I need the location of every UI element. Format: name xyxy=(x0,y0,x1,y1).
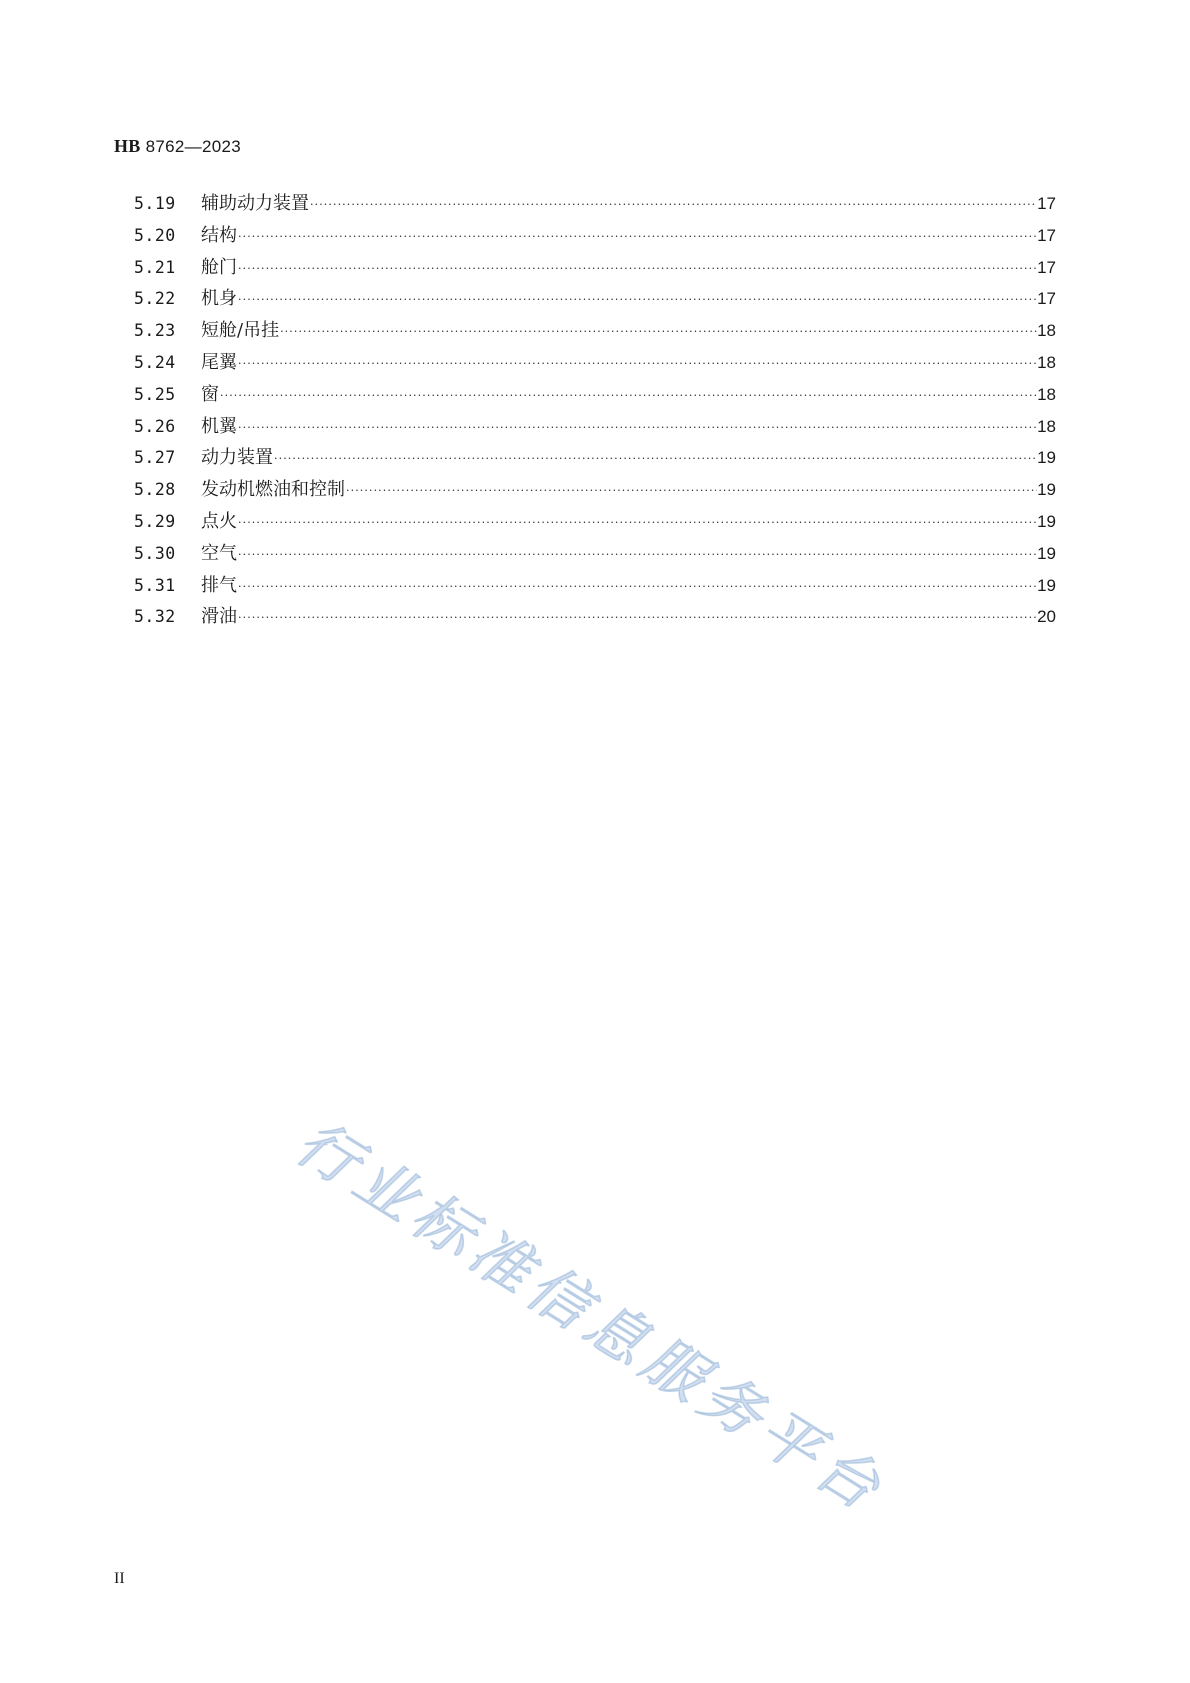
toc-entry-page: 19 xyxy=(1037,480,1056,500)
toc-entry-number: 5.28 xyxy=(134,480,176,500)
toc-dot-leader xyxy=(237,221,1037,253)
toc-dot-leader xyxy=(237,348,1037,380)
toc-dot-leader xyxy=(237,571,1037,603)
toc-entry-page: 18 xyxy=(1037,321,1056,341)
toc-entry[interactable] xyxy=(134,347,1056,379)
toc-entry[interactable] xyxy=(134,315,1056,347)
toc-entry-number: 5.29 xyxy=(134,511,176,531)
toc-entry-page: 18 xyxy=(1037,416,1056,436)
toc-entry-title: 辅助动力装置 xyxy=(201,193,309,214)
toc-dot-leader xyxy=(237,412,1037,444)
toc-entry-number: 5.30 xyxy=(134,543,176,563)
toc-entry-page: 19 xyxy=(1037,543,1056,563)
toc-entry-number: 5.19 xyxy=(134,194,176,213)
toc-dot-leader xyxy=(219,380,1037,412)
toc-entry-title: 尾翼 xyxy=(201,351,237,373)
toc-entry-page: 17 xyxy=(1037,289,1056,309)
toc-entry-number: 5.25 xyxy=(134,384,176,404)
toc-entry-page: 17 xyxy=(1037,194,1056,213)
toc-dot-leader xyxy=(309,189,1037,221)
toc-entry-page: 19 xyxy=(1037,575,1056,595)
toc-entry-title: 点火 xyxy=(201,510,237,532)
toc-entry-title: 窗 xyxy=(201,383,219,405)
toc-dot-leader xyxy=(237,284,1037,316)
toc-entry-title: 舱门 xyxy=(201,256,237,278)
toc-entry-number: 5.32 xyxy=(134,607,176,627)
toc-entry[interactable] xyxy=(134,538,1056,570)
toc-entry-page: 18 xyxy=(1037,384,1056,404)
toc-entry[interactable] xyxy=(134,506,1056,538)
toc-entry[interactable] xyxy=(134,188,1056,220)
toc-dot-leader xyxy=(279,316,1037,348)
toc-dot-leader xyxy=(237,602,1037,634)
toc-entry-number: 5.23 xyxy=(134,321,176,341)
toc-entry-number: 5.26 xyxy=(134,416,176,436)
toc-entry-number: 5.24 xyxy=(134,352,176,372)
table-of-contents xyxy=(134,188,1056,633)
toc-entry[interactable] xyxy=(134,442,1056,474)
toc-entry-number: 5.27 xyxy=(134,448,176,468)
toc-entry-number: 5.31 xyxy=(134,575,176,595)
toc-entry-page: 17 xyxy=(1037,225,1056,245)
toc-entry[interactable] xyxy=(134,601,1056,633)
toc-entry-page: 19 xyxy=(1037,511,1056,531)
toc-entry-number: 5.21 xyxy=(134,257,176,277)
toc-entry-title: 空气 xyxy=(201,542,237,564)
toc-entry[interactable] xyxy=(134,474,1056,506)
toc-entry-page: 18 xyxy=(1037,352,1056,372)
toc-entry-title: 排气 xyxy=(201,574,237,596)
toc-entry-page: 20 xyxy=(1037,607,1056,627)
document-header xyxy=(114,136,241,157)
toc-entry-title: 发动机燃油和控制 xyxy=(201,479,345,501)
standard-prefix: HB xyxy=(114,136,141,156)
toc-entry-page: 17 xyxy=(1037,257,1056,277)
toc-entry-number: 5.20 xyxy=(134,225,176,245)
toc-dot-leader xyxy=(273,443,1037,475)
toc-dot-leader xyxy=(237,507,1037,539)
toc-dot-leader xyxy=(345,475,1037,507)
toc-entry-title: 动力装置 xyxy=(201,447,273,469)
toc-entry[interactable] xyxy=(134,379,1056,411)
page-number: II xyxy=(114,1570,125,1587)
toc-entry-title: 滑油 xyxy=(201,606,237,628)
toc-entry[interactable] xyxy=(134,283,1056,315)
toc-entry-number: 5.22 xyxy=(134,289,176,309)
toc-entry[interactable] xyxy=(134,411,1056,443)
toc-entry-title: 机身 xyxy=(201,288,237,310)
toc-entry[interactable] xyxy=(134,220,1056,252)
standard-code: 8762—2023 xyxy=(145,137,241,156)
toc-entry[interactable] xyxy=(134,252,1056,284)
toc-entry-title: 结构 xyxy=(201,224,237,246)
watermark: 行业标准信息服务平台 xyxy=(283,1107,898,1528)
toc-entry[interactable] xyxy=(134,570,1056,602)
toc-dot-leader xyxy=(237,253,1037,285)
toc-dot-leader xyxy=(237,539,1037,571)
toc-entry-title: 机翼 xyxy=(201,415,237,437)
toc-entry-title: 短舱/吊挂 xyxy=(201,320,280,342)
toc-entry-page: 19 xyxy=(1037,448,1056,468)
